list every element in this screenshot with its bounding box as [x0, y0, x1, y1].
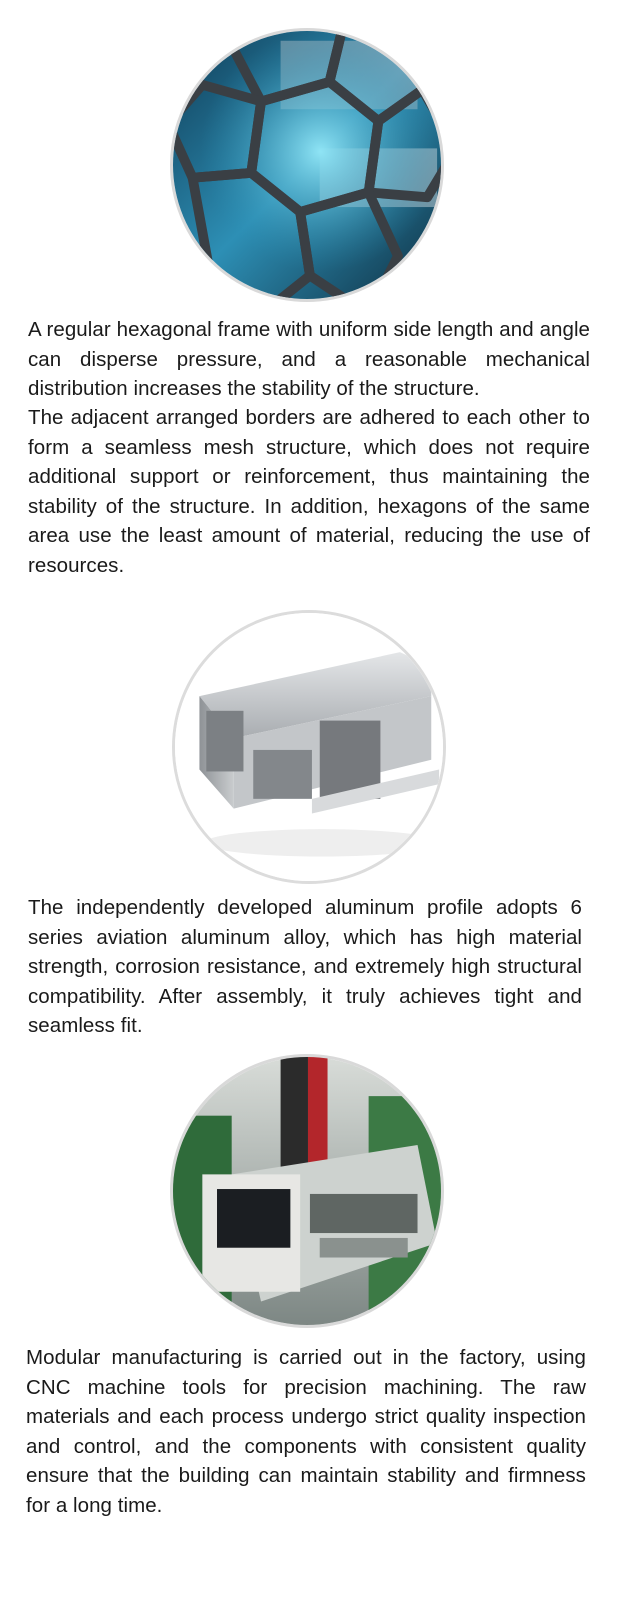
aluminum-profile-image — [172, 610, 446, 884]
cnc-factory-image — [170, 1054, 444, 1328]
hexagonal-frame-image — [170, 28, 444, 302]
aluminum-profile-description: The independently developed aluminum profile adopts 6 series aviation aluminum alloy, which has high material strength, corrosion resistance, and extremely high structural compatibility. After assembly, it truly achieves tight and seamless fit. — [28, 896, 582, 1037]
cnc-manufacturing-description: Modular manufacturing is carried out in the factory, using CNC machine tools for precision machining. The raw materials and each process undergo strict quality inspection and control, and the components with consistent quality ensure that the building can maintain stability and firmness for a long time. — [26, 1346, 586, 1517]
hexagon-description-continued: The adjacent arranged borders are adhered to each other to form a seamless mesh structure, which does not require additional support or reinforcement, thus maintaining the stability of the structure. In addition, hexagons of the same area use the least amount of material, reducing the use of resources. — [28, 406, 590, 577]
hexagon-description: A regular hexagonal frame with uniform side length and angle can disperse pressure, and a reasonable mechanical distribution increases the stability of the structure. — [28, 318, 590, 400]
aluminum-profile-illustration — [175, 613, 443, 881]
hexagonal-frame-illustration — [173, 31, 441, 299]
cnc-factory-illustration — [173, 1057, 441, 1325]
